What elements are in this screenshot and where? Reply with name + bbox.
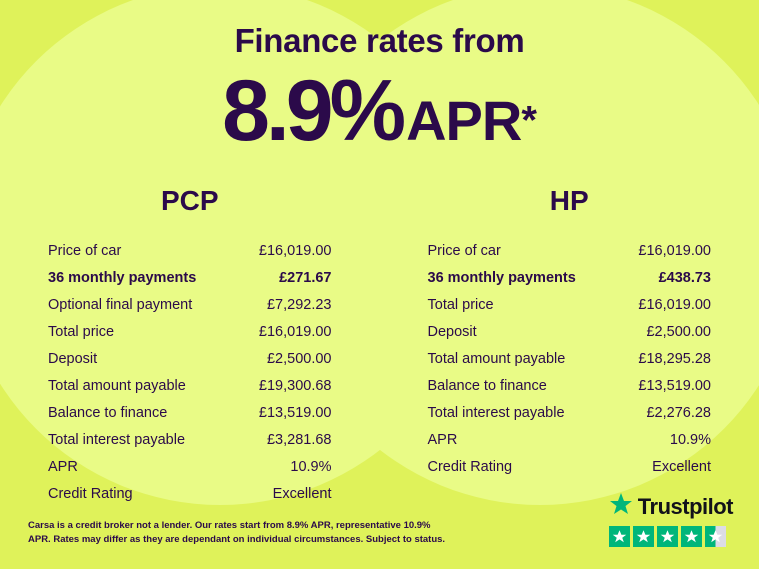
star-icon [609, 526, 630, 547]
row-value: £13,519.00 [258, 404, 332, 421]
star-icon [681, 526, 702, 547]
row-value: £7,292.23 [266, 296, 332, 313]
finance-column-pcp [0, 185, 380, 507]
rate-asterisk: * [521, 98, 537, 143]
row-value: £18,295.28 [638, 350, 711, 367]
table-row [48, 345, 332, 372]
table-row [48, 318, 332, 345]
row-value: £438.73 [658, 269, 711, 286]
row-label: APR [427, 431, 458, 448]
table-row [48, 237, 332, 264]
table-row [428, 237, 712, 264]
row-label: Total price [48, 323, 115, 340]
row-value: £16,019.00 [638, 242, 711, 259]
row-label: 36 monthly payments [48, 269, 197, 286]
column-title-pcp: PCP [160, 185, 219, 216]
row-label: Price of car [48, 242, 122, 259]
finance-comparison [0, 185, 759, 507]
table-row [48, 264, 332, 291]
table-row [48, 480, 332, 507]
star-icon [633, 526, 654, 547]
row-value: £13,519.00 [638, 377, 711, 394]
row-label: APR [48, 458, 78, 475]
trustpilot-label: Trustpilot [637, 493, 733, 519]
rate-apr-label: APR [406, 89, 522, 152]
star-half-icon [705, 526, 726, 547]
row-value: £16,019.00 [258, 242, 332, 259]
row-label: Total amount payable [48, 377, 186, 394]
rate-number: 8.9% [222, 63, 403, 159]
page-title: Finance rates from [234, 22, 525, 59]
row-value: £19,300.68 [258, 377, 332, 394]
row-value: Excellent [652, 458, 711, 475]
row-value: £16,019.00 [258, 323, 332, 340]
table-row [48, 453, 332, 480]
disclaimer-text: Carsa is a credit broker not a lender. Our rates start from 8.9% APR, representative 10.9% APR. Rates may differ as they are dependant on individual circumstances. Subject to status. [28, 519, 446, 545]
finance-column-hp [380, 185, 759, 507]
table-row [428, 345, 712, 372]
table-row [428, 318, 712, 345]
star-icon [657, 526, 678, 547]
table-row [428, 264, 712, 291]
row-value: £271.67 [279, 269, 332, 286]
row-label: Deposit [427, 323, 477, 340]
row-value: 10.9% [669, 431, 711, 448]
table-row [428, 399, 712, 426]
row-label: Deposit [48, 350, 98, 367]
trustpilot-badge[interactable] [609, 492, 733, 547]
row-label: Credit Rating [427, 458, 513, 475]
row-value: £2,276.28 [646, 404, 711, 421]
row-label: 36 monthly payments [427, 269, 576, 286]
column-title-hp: HP [549, 185, 589, 216]
row-label: Total price [427, 296, 494, 313]
row-label: Optional final payment [48, 296, 193, 313]
headline-rate [0, 63, 759, 159]
table-row [48, 426, 332, 453]
row-label: Total interest payable [48, 431, 186, 448]
row-label: Total interest payable [427, 404, 565, 421]
row-label: Balance to finance [427, 377, 547, 394]
row-value: £2,500.00 [646, 323, 711, 340]
trustpilot-rating-stars [609, 526, 733, 547]
table-row [48, 372, 332, 399]
trustpilot-star-icon [609, 492, 633, 521]
row-label: Credit Rating [48, 485, 133, 502]
row-value: Excellent [272, 485, 332, 502]
row-label: Total amount payable [427, 350, 566, 367]
table-row [428, 291, 712, 318]
row-value: £16,019.00 [638, 296, 711, 313]
row-value: £2,500.00 [266, 350, 332, 367]
table-row [428, 426, 712, 453]
table-row [48, 399, 332, 426]
row-label: Balance to finance [48, 404, 168, 421]
row-value: 10.9% [290, 458, 332, 475]
row-label: Price of car [427, 242, 501, 259]
table-row [48, 291, 332, 318]
table-row [428, 372, 712, 399]
table-row [428, 453, 712, 480]
row-value: £3,281.68 [266, 431, 332, 448]
